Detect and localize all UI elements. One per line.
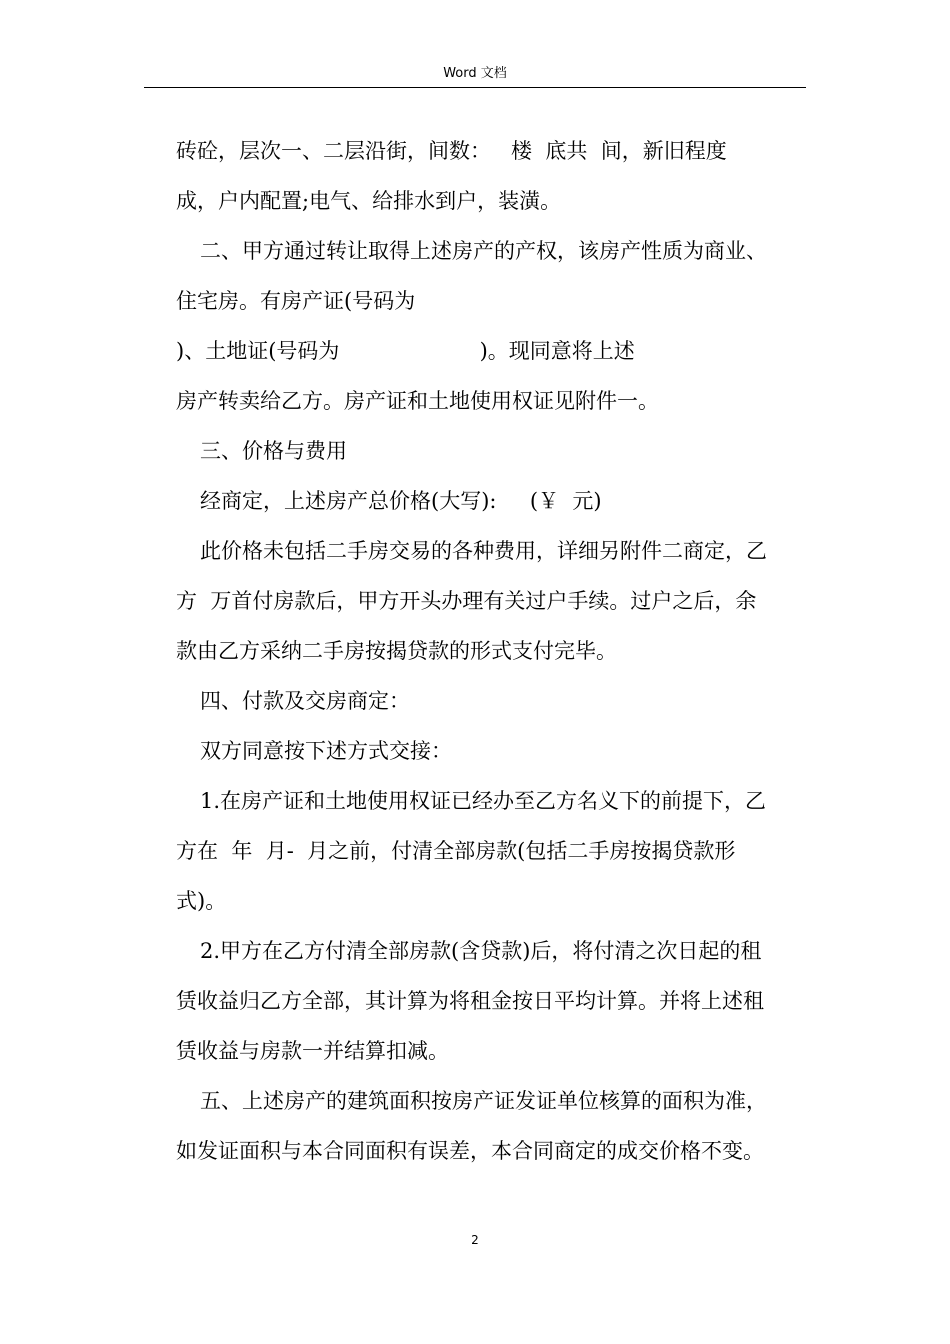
text-line: 赁收益归乙方全部，其计算为将租金按日平均计算。并将上述租 [176,989,764,1013]
text-line: 2.甲方在乙方付清全部房款(含贷款)后，将付清之次日起的租 [200,939,762,963]
text-line: 式)。 [176,889,227,913]
text-line: 如发证面积与本合同面积有误差，本合同商定的成交价格不变。 [176,1139,764,1163]
page-header: Word 文档 [443,66,507,81]
text-line: 二、甲方通过转让取得上述房产的产权，该房产性质为商业、 [200,239,767,263]
page-number: 2 [471,1233,479,1247]
text-line: 成，户内配置;电气、给排水到户，装潢。 [176,189,562,213]
text-line: 1.在房产证和土地使用权证已经办至乙方名义下的前提下，乙 [200,789,767,813]
text-line: 赁收益与房款一并结算扣减。 [176,1039,449,1063]
text-line: 经商定，上述房产总价格(大写): (￥ 元) [200,489,602,513]
text-line: )、土地证(号码为 )。现同意将上述 [176,339,635,363]
text-line: 双方同意按下述方式交接： [200,739,452,763]
text-line: 方在 年 月- 月之前，付清全部房款(包括二手房按揭贷款形 [176,839,736,863]
text-line: 款由乙方采纳二手房按揭贷款的形式支付完毕。 [176,639,617,663]
text-line: 五、上述房产的建筑面积按房产证发证单位核算的面积为准， [200,1089,767,1113]
text-line: 四、付款及交房商定： [200,689,410,713]
text-line: 方 万首付房款后，甲方开头办理有关过户手续。过户之后，余 [176,589,757,613]
text-line: 房产转卖给乙方。房产证和土地使用权证见附件一。 [176,389,659,413]
text-line: 三、价格与费用 [200,439,347,463]
document-body [176,126,808,1176]
text-line: 住宅房。有房产证(号码为 [176,289,416,313]
text-line: 砖砼，层次一、二层沿街，间数： 楼 底共 间，新旧程度 [176,139,727,163]
header-divider [144,87,806,88]
text-line: 此价格未包括二手房交易的各种费用，详细另附件二商定，乙 [200,539,767,563]
